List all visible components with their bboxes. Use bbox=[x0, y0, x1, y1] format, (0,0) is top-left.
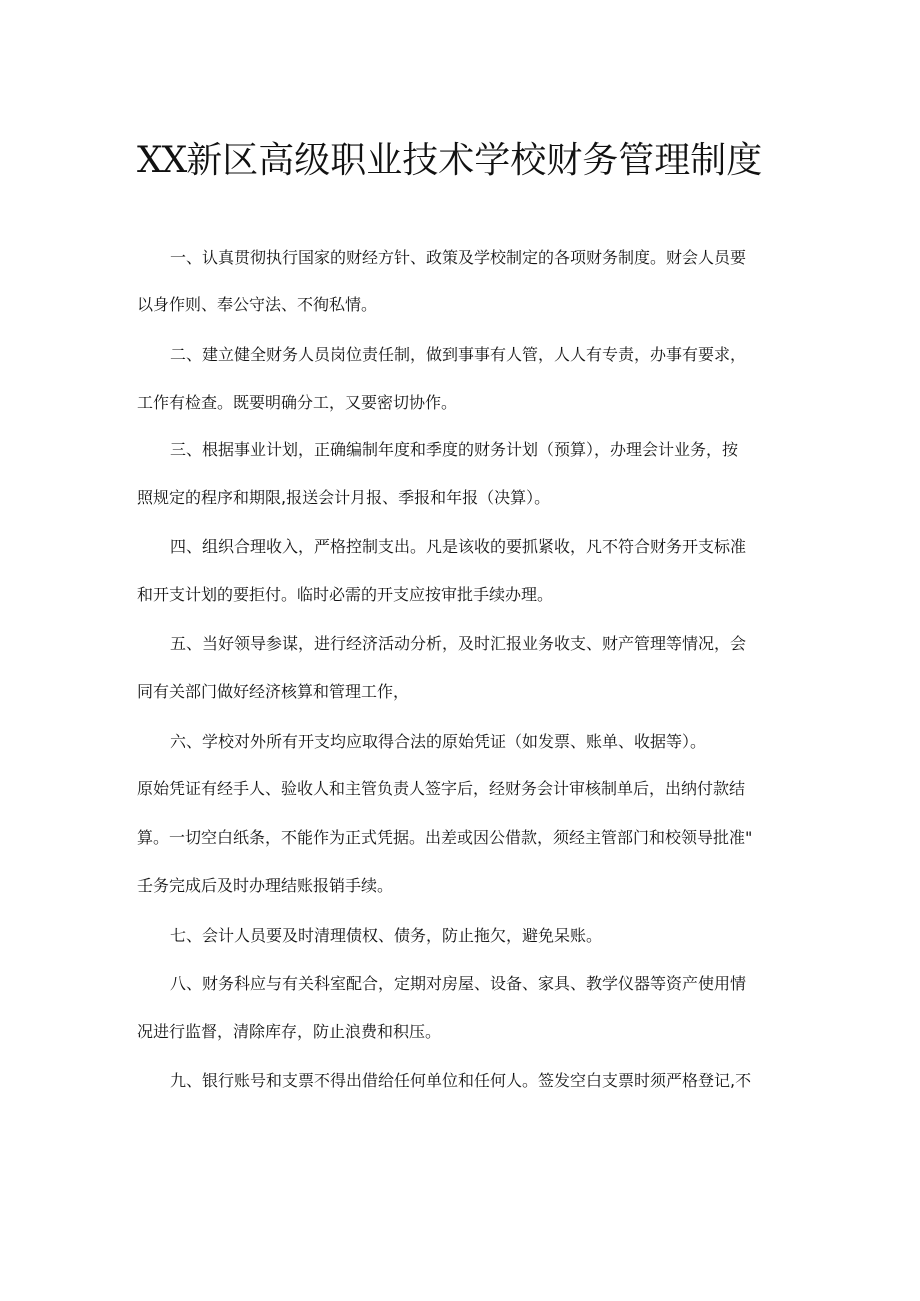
paragraph-6-line-3: 算。一切空白纸条，不能作为正式凭据。出差或因公借款，须经主管部门和校领导批准" bbox=[137, 828, 753, 847]
paragraph-3-line-2: 照规定的程序和期限,报送会计月报、季报和年报（决算）。 bbox=[137, 488, 551, 507]
paragraph-1-line-1: 一、认真贯彻执行国家的财经方针、政策及学校制定的各项财务制度。财会人员要 bbox=[170, 248, 747, 267]
paragraph-4-line-1: 四、组织合理收入，严格控制支出。凡是该收的要抓紧收，凡不符合财务开支标准 bbox=[170, 537, 747, 556]
paragraph-9-line-1: 九、银行账号和支票不得出借给任何单位和任何人。签发空白支票时须严格登记,不 bbox=[170, 1071, 752, 1090]
paragraph-6-line-2: 原始凭证有经手人、验收人和主管负责人签字后，经财务会计审核制单后，出纳付款结 bbox=[137, 779, 746, 798]
paragraph-6-line-4: 壬务完成后及时办理结账报销手续。 bbox=[137, 876, 394, 895]
paragraph-3-line-1: 三、根据事业计划，正确编制年度和季度的财务计划（预算），办理会计业务，按 bbox=[170, 440, 739, 459]
paragraph-5-line-1: 五、当好领导参谋，进行经济活动分析，及时汇报业务收支、财产管理等情况，会 bbox=[170, 634, 747, 653]
paragraph-8-line-1: 八、财务科应与有关科室配合，定期对房屋、设备、家具、教学仪器等资产使用情 bbox=[170, 974, 747, 993]
paragraph-8-line-2: 况进行监督，清除库存，防止浪费和积压。 bbox=[137, 1022, 442, 1041]
document-title bbox=[137, 137, 762, 185]
paragraph-2-line-1: 二、建立健全财务人员岗位责任制，做到事事有人管，人人有专责，办事有要求， bbox=[170, 345, 747, 364]
paragraph-1-line-2: 以身作则、奉公守法、不徇私情。 bbox=[137, 295, 378, 314]
paragraph-5-line-2: 同有关部门做好经济核算和管理工作， bbox=[137, 682, 410, 701]
title-prefix: XX bbox=[137, 140, 187, 181]
paragraph-7-line-1: 七、会计人员要及时清理债权、债务，防止拖欠，避免呆账。 bbox=[170, 926, 603, 945]
title-text: 新区高级职业技术学校财务管理制度 bbox=[186, 140, 763, 181]
paragraph-4-line-2: 和开支计划的要拒付。临时必需的开支应按审批手续办理。 bbox=[137, 585, 554, 604]
paragraph-2-line-2: 工作有检查。既要明确分工，又要密切协作。 bbox=[137, 393, 458, 412]
paragraph-6-line-1: 六、学校对外所有开支均应取得合法的原始凭证（如发票、账单、收据等）。 bbox=[170, 732, 707, 751]
